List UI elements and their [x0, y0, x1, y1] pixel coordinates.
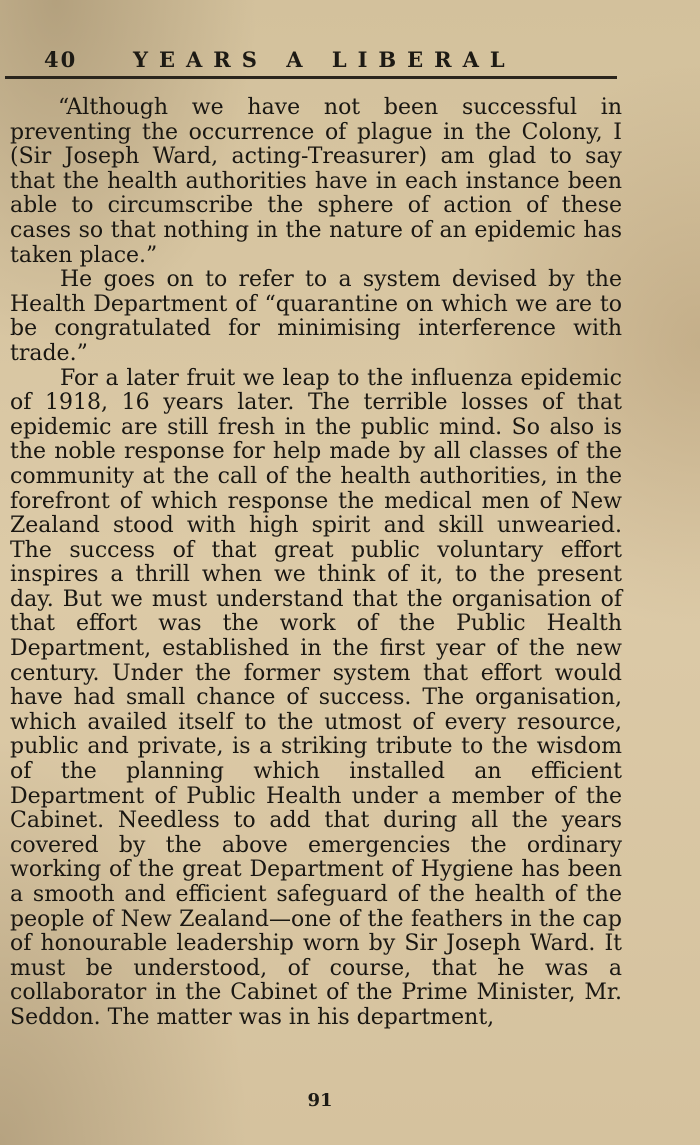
running-title: YEARS A LIBERAL	[133, 47, 516, 72]
paragraph-quote: “Although we have not been successful in preventing the occurrence of plague in the Colony, I (Sir Joseph Ward, acting-Treasurer) am glad to say that the health authorities have in each instance been able to circumscribe the sphere of action of these cases so that nothing in the nature of an epidemic has taken place.”	[10, 95, 622, 268]
page-number: 40	[44, 47, 78, 72]
body-text	[10, 96, 622, 1031]
folio-number: 91	[307, 1090, 333, 1111]
header-rule	[5, 76, 617, 79]
paragraph-quarantine: He goes on to refer to a system devised by the Health Department of “quarantine on which we are to be congratulated for minimising interference with trade.”	[10, 267, 622, 366]
paragraph-influenza: For a later fruit we leap to the influenza epidemic of 1918, 16 years later. The terrible losses of that epidemic are still fresh in the public mind. So also is the noble response for help made by all classes of the community at the call of the health authorities, in the forefront of which response the medical men of New Zealand stood with high spirit and skill unwearied. The success of that great public voluntary effort inspires a thrill when we think of it, to the present day. But we must understand that the organisation of that effort was the work of the Public Health Department, established in the first year of the new century. Under the former system that effort would have had small chance of success. The organisation, which availed itself to the utmost of every resource, public and private, is a striking tribute to the wisdom of the planning which installed an efficient Department of Public Health under a member of the Cabinet. Needless to add that during all the years covered by the above emergencies the ordinary working of the great Department of Hygiene has been a smooth and efficient safeguard of the health of the people of New Zealand—one of the feathers in the cap of honourable leadership worn by Sir Joseph Ward. It must be understood, of course, that he was a collaborator in the Cabinet of the Prime Minister, Mr. Seddon. The matter was in his department,	[10, 365, 622, 1030]
